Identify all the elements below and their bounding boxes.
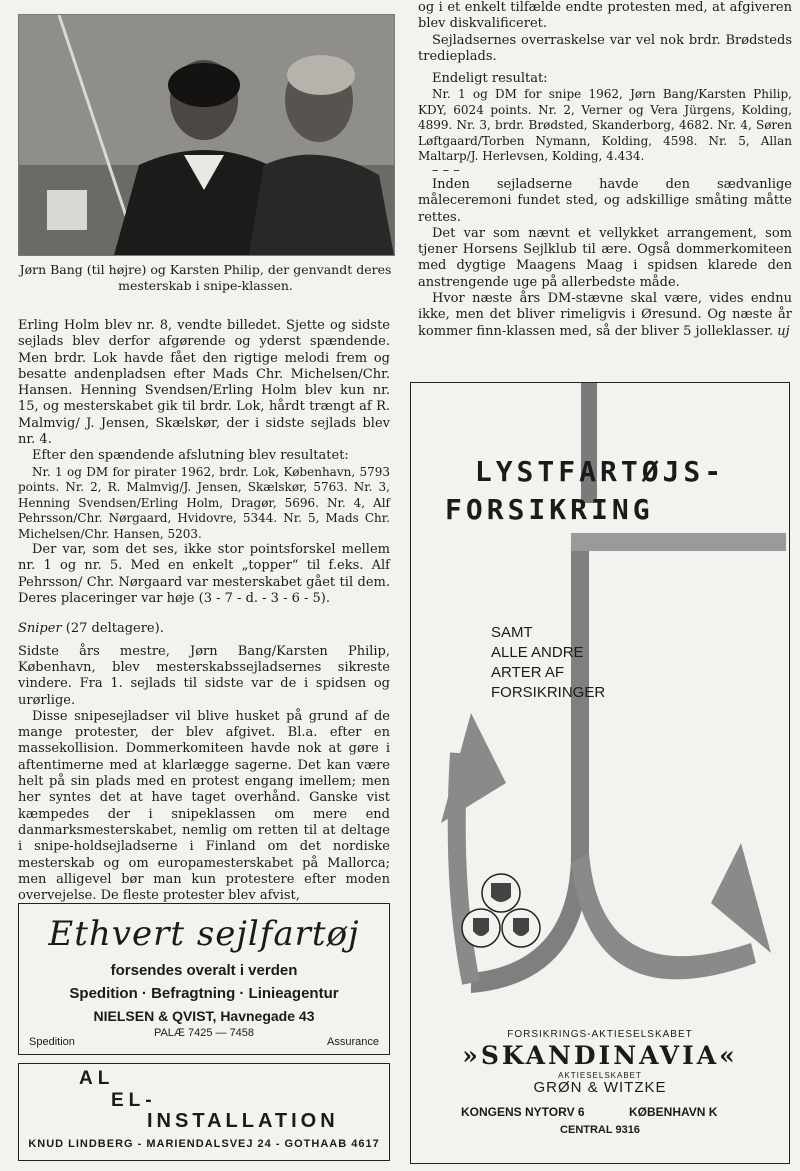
- results-pirater: Nr. 1 og DM for pirater 1962, brdr. Lok, København, 5793 points. Nr. 2, R. Malmvig/J. Jensen, Skælskør, 5763. Nr. 3, Henning Svendsen/Erling Holm, Dragør, 5696. Nr. 4, Alf Pehrsson/Chr. Nørgaard, Hvidovre, 5344. Nr. 5, Mads Chr. Michelsen/Chr. Hansen, 5203.: [18, 464, 390, 541]
- paragraph: Inden sejladserne havde den sædvanlige måleceremoni fundet sted, og adskillige småting måtte rettes.: [418, 176, 792, 225]
- photo-illustration: [19, 15, 394, 255]
- ad-sk-addr1: KONGENS NYTORV 6: [461, 1105, 585, 1119]
- ad-phone: PALÆ 7425 — 7458: [153, 1027, 255, 1039]
- paragraph: Der var, som det ses, ikke stor pointsforskel mellem nr. 1 og nr. 5. Med en enkelt „topper“ til f.eks. Alf Pehrsson/ Chr. Nørgaard var mesterskabet gået til dem. Deres placeringer var høje (3 - 7 - d. - 3 - 6 - 5).: [18, 542, 390, 607]
- paragraph: Det var som nævnt et vellykket arrangement, som tjener Horsens Sejlklub til ære. Også dommerkomiteen med dygtige Maagens Maag i spidsen klarede den anstrengende uge på allerbedste måde.: [418, 225, 792, 290]
- ad-line: Spedition · Befragtning · Linieagentur: [69, 985, 339, 1002]
- ad-sk-sub4: FORSIKRINGER: [491, 684, 606, 701]
- ad-sk-sub1: SAMT: [491, 624, 533, 641]
- ad-sk-pre: FORSIKRINGS-AKTIESELSKABET: [507, 1029, 693, 1040]
- paragraph: Endeligt resultat:: [432, 71, 548, 87]
- ad-el-line4: KNUD LINDBERG - MARIENDALSVEJ 24 - GOTHAAB 4617: [28, 1138, 380, 1150]
- ad-sk-sub3: ARTER AF: [491, 664, 565, 681]
- ad-sk-company: »SKANDINAVIA«: [462, 1041, 738, 1070]
- ad-foot-right: Assurance: [327, 1036, 379, 1048]
- ad-title: Ethvert sejlfartøj: [48, 914, 360, 954]
- ad-sk-title2: FORSIKRING: [445, 493, 654, 526]
- paragraph: Disse snipesejladser vil blive husket på grund af de mange protester, der blev afgivet. Bl.a. efter en massekollision. Dommerkomiteen havde nok at gøre i aftentimerne med at klarlægge sagerne. Det kan være helt på sin plads med en protest engang imellem; men her syntes det at have taget overhånd. Ganske vist kæmpedes der i snipeklassen om mere end danmarksmesterskabet, nemlig om retten til at deltage i snipe-holdsejladserne i Finland om det nordiske mesterskab og om europamesterskabet på Mallorca; men alligevel bør man kun protestere efter moden overvejelse. De fleste protester blev afvist,: [18, 708, 390, 904]
- section-heading: [18, 621, 390, 637]
- ad-el-line2: EL-: [111, 1090, 157, 1111]
- ad-sk-sub2: ALLE ANDRE: [491, 644, 584, 661]
- coat-of-arms-icon: [461, 873, 541, 953]
- ad-el-line1: AL: [79, 1068, 115, 1089]
- ad-el-installation: [18, 1063, 390, 1161]
- left-column: [18, 318, 390, 904]
- ad-foot-left: Spedition: [29, 1036, 75, 1048]
- paragraph: og i et enkelt tilfælde endte protesten med, at afgiveren blev diskvalificeret.: [418, 0, 792, 32]
- ad-nielsen-qvist: [18, 903, 390, 1055]
- author-signature: uj: [777, 323, 790, 339]
- photo-caption: Jørn Bang (til højre) og Karsten Philip, der genvandt deres mesterskab i snipe-klassen.: [19, 262, 392, 293]
- ad-sk-title1: LYSTFARTØJS-: [474, 455, 726, 488]
- heading-rest: (27 deltagere).: [61, 621, 164, 637]
- ad-sk-addr2: KØBENHAVN K: [629, 1105, 718, 1119]
- paragraph: [418, 291, 792, 340]
- ad-sk-small: AKTIESELSKABET: [558, 1071, 642, 1080]
- photo-sailors: [18, 14, 395, 256]
- ad-el-line3: INSTALLATION: [147, 1110, 339, 1132]
- ad-sk-agent: GRØN & WITZKE: [533, 1079, 667, 1096]
- results-snipe: Nr. 1 og DM for snipe 1962, Jørn Bang/Karsten Philip, KDY, 6024 points. Nr. 2, Verner og Vera Jürgens, Kolding, 4899. Nr. 3, brdr. Brødsted, Skanderborg, 4682. Nr. 4, Søren Løftgaard/Torben Nymann, Kolding, 4598. Nr. 5, Allan Maltarp/J. Herlevsen, Kolding, 4.434.: [418, 87, 792, 164]
- right-column: [418, 0, 792, 340]
- paragraph: Efter den spændende afslutning blev resultatet:: [32, 448, 349, 464]
- separator: – – –: [432, 162, 460, 178]
- ad-line: forsendes overalt i verden: [110, 962, 298, 979]
- ad-sk-phone: CENTRAL 9316: [560, 1124, 640, 1136]
- paragraph: Sidste års mestre, Jørn Bang/Karsten Philip, København, blev mesterskabssejladsernes sikreste vindere. Fra 1. sejlads til sidste var de i spidsen og urørlige.: [18, 643, 390, 708]
- paragraph: Sejladsernes overraskelse var vel nok brdr. Brødsteds tredieplads.: [418, 32, 792, 64]
- paragraph-text: Hvor næste års DM-stævne skal være, vides endnu ikke, men det bliver rimeligvis i Øresund. Og næste år kommer finn-klassen med, så der bliver 5 jolleklasser.: [418, 291, 792, 339]
- ad-skandinavia: [410, 382, 790, 1164]
- paragraph: Erling Holm blev nr. 8, vendte billedet. Sjette og sidste sejlads blev derfor afgørende og yderst spændende. Men brdr. Lok havde fået den rigtige melodi frem og besatte andenpladsen efter Mads Chr. Michelsen/Chr. Hansen. Henning Svendsen/Erling Holm blev kun nr. 15, og mesterskabet gik til brdr. Lok, hårdt trængt af R. Malmvig/ J. Jensen, Skælskør, der i sidste sejlads blev nr. 4.: [18, 318, 390, 448]
- ad-sk-sub: [491, 623, 605, 703]
- ad-address: NIELSEN & QVIST, Havnegade 43: [93, 1008, 315, 1024]
- heading-italic: Sniper: [18, 621, 62, 637]
